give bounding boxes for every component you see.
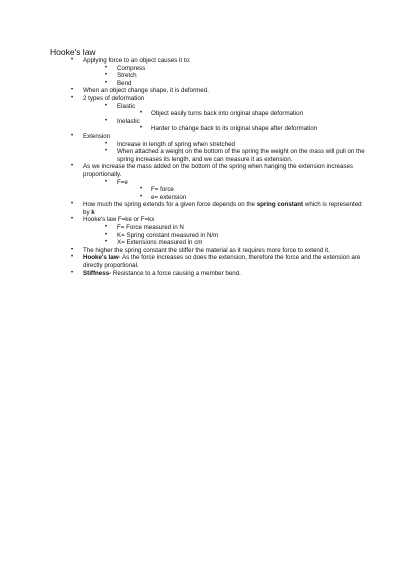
list-item: • Object easily turns back into original shape deformation	[0, 110, 371, 118]
list-item: • K= Spring constant measured in N/m	[0, 232, 367, 240]
list-item: • F= force	[0, 186, 371, 194]
list-item: • Elastic	[0, 103, 367, 111]
item-text: How much the spring extends for a given force depends on the	[83, 201, 257, 209]
item-text: Resistance to a force causing a member bend.	[111, 269, 241, 277]
list-item: • Bend	[0, 80, 367, 88]
list-item: • X= Extensions measured in cm	[0, 239, 367, 247]
list-item	[0, 254, 368, 269]
list-item: • When an object change shape, it is deformed.	[0, 87, 368, 95]
list-item: • F= Force measured in N	[0, 224, 367, 232]
list-item: • Stretch	[0, 72, 367, 80]
list-item: • Extension	[0, 133, 368, 141]
list-item: • Compress	[0, 65, 367, 73]
list-item: • Harder to change back to its original shape after deformation	[0, 125, 371, 133]
list-item: • Inelastic	[0, 118, 367, 126]
list-item: • Applying force to an object causes it to:	[0, 57, 368, 65]
list-item: • The higher the spring constant the stiffer the material as it requires more force to extend it.	[0, 247, 368, 255]
list-item: • As we increase the mass added on the bottom of the spring when hanging the extension increases proportionally.	[0, 163, 368, 178]
list-item: • F=e	[0, 179, 367, 187]
page-title: Hooke's law	[50, 47, 96, 57]
bold-term: k	[91, 208, 95, 216]
notes-list	[0, 57, 400, 277]
bold-term: Stiffness-	[83, 269, 112, 277]
item-text: which is represented by	[83, 201, 362, 216]
list-item: • Increase in length of spring when stretched	[0, 141, 367, 149]
item-text: As the force increases so does the extension, therefore the force and the extension are directly proportional.	[83, 254, 361, 270]
list-item	[0, 201, 368, 216]
list-item: • e= extension	[0, 194, 371, 202]
bold-term: Hooke's law-	[83, 254, 121, 262]
list-item: • 2 types of deformation	[0, 95, 368, 103]
list-item: • When attached a weight on the bottom of the spring the weight on the mass will pull on the spring increases its length, and we can measure it as extension.	[0, 148, 367, 163]
bold-term: spring constant	[256, 201, 304, 209]
list-item: • Hooke's law F=ke or F=kx	[0, 216, 368, 224]
list-item	[0, 270, 368, 278]
